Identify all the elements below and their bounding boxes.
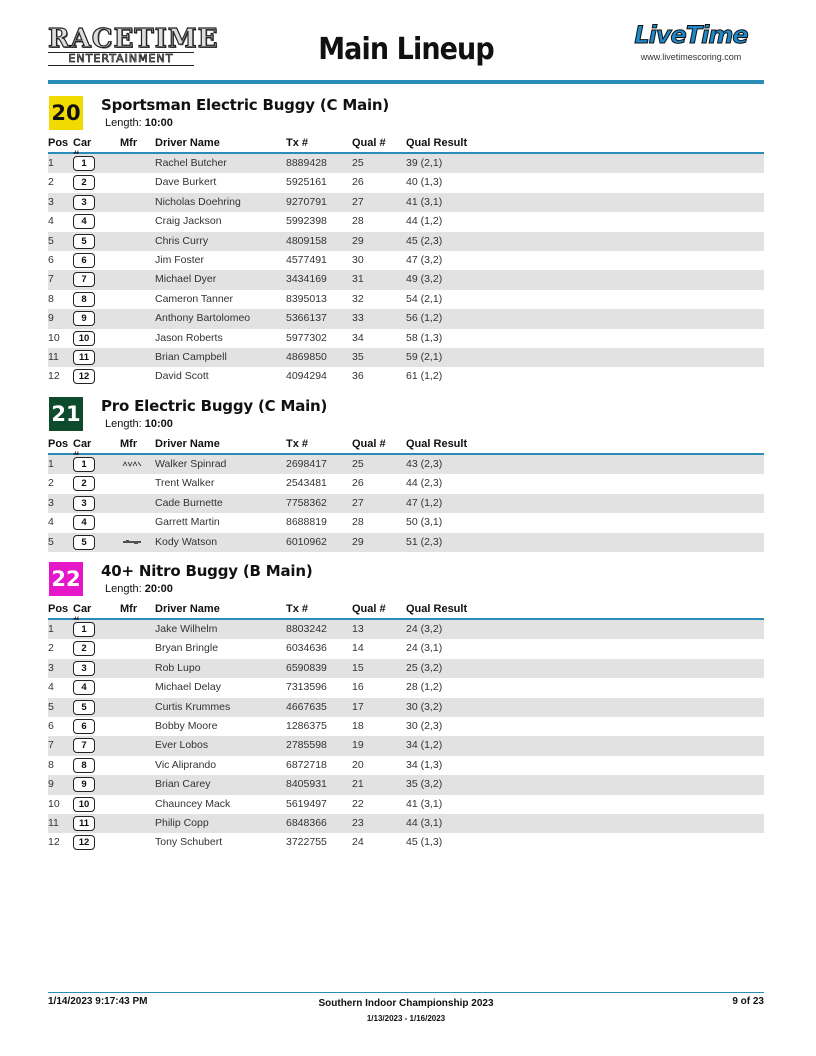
race-name: 40+ Nitro Buggy (B Main): [101, 562, 313, 580]
car-number: 2: [73, 476, 95, 491]
car-number: 9: [73, 777, 95, 792]
column-header: Car: [73, 137, 92, 149]
qual-result: 34 (1,3): [406, 758, 443, 771]
column-header: Qual #: [352, 438, 386, 450]
race-number-badge: 21: [49, 397, 83, 431]
driver-name: Rob Lupo: [155, 661, 201, 674]
car-number: 1: [73, 622, 95, 637]
entertainment-logo-text: ENTERTAINMENT: [48, 52, 194, 66]
driver-name: Nicholas Doehring: [155, 195, 241, 208]
qual-number: 27: [352, 496, 364, 509]
position: 2: [48, 176, 54, 189]
transponder-number: 5992398: [286, 215, 327, 228]
position: 2: [48, 477, 54, 490]
qual-number: 29: [352, 535, 364, 548]
table-row: [48, 212, 764, 231]
column-header: Qual Result: [406, 438, 468, 450]
table-row: [48, 329, 764, 348]
driver-name: Tony Schubert: [155, 836, 223, 849]
driver-name: Michael Delay: [155, 681, 221, 694]
position: 6: [48, 253, 54, 266]
position: 10: [48, 797, 60, 810]
qual-number: 25: [352, 458, 364, 470]
transponder-number: 9270791: [286, 195, 327, 208]
table-row: [48, 309, 764, 328]
qual-result: 44 (2,3): [406, 477, 443, 490]
event-info: [48, 998, 764, 1023]
driver-name: Bryan Bringle: [155, 642, 219, 655]
column-header: Driver Name: [155, 603, 220, 615]
column-header: Qual Result: [406, 603, 468, 615]
car-number: 11: [73, 816, 95, 831]
car-number: 2: [73, 641, 95, 656]
livetime-logo: [618, 22, 764, 62]
livetime-brand: LiveTime: [634, 21, 748, 49]
car-number: 4: [73, 214, 95, 229]
position: 10: [48, 331, 60, 344]
driver-name: Bobby Moore: [155, 719, 218, 732]
table-row: [48, 698, 764, 717]
driver-name: Walker Spinrad: [155, 458, 227, 470]
qual-result: 40 (1,3): [406, 176, 443, 189]
position: 12: [48, 836, 60, 849]
livetime-url: www.livetimescoring.com: [640, 52, 742, 62]
event-dates: 1/13/2023 - 1/16/2023: [366, 1014, 446, 1023]
transponder-number: 8688819: [286, 516, 327, 529]
car-number: 2: [73, 175, 95, 190]
race-length-value: 10:00: [144, 418, 173, 430]
qual-number: 33: [352, 312, 364, 325]
qual-result: 59 (2,1): [406, 350, 443, 363]
car-number: 12: [73, 369, 95, 384]
qual-number: 28: [352, 516, 364, 529]
table-row: [48, 154, 764, 173]
transponder-number: 4577491: [286, 253, 327, 266]
transponder-number: 4667635: [286, 700, 327, 713]
lineup-table: [48, 620, 764, 853]
race-length-label: Length:: [105, 117, 142, 129]
position: 5: [48, 535, 54, 548]
page-title: Main Lineup: [318, 32, 494, 67]
qual-number: 22: [352, 797, 364, 810]
table-row: [48, 455, 764, 474]
position: 5: [48, 234, 54, 247]
position: 2: [48, 642, 54, 655]
qual-number: 32: [352, 292, 364, 305]
position: 8: [48, 758, 54, 771]
table-row: [48, 620, 764, 639]
racetime-logo-text: RACETIME: [48, 24, 219, 54]
race-name: Sportsman Electric Buggy (C Main): [101, 96, 390, 114]
driver-name: Vic Aliprando: [155, 758, 217, 771]
column-header: Car: [73, 603, 92, 615]
qual-number: 27: [352, 195, 364, 208]
driver-name: Cade Burnette: [155, 496, 223, 509]
qual-number: 21: [352, 778, 364, 791]
column-header: Tx #: [286, 438, 309, 450]
qual-result: 49 (3,2): [406, 273, 443, 286]
car-number: 4: [73, 515, 95, 530]
transponder-number: 5925161: [286, 176, 327, 189]
table-row: [48, 833, 764, 852]
transponder-number: 6872718: [286, 758, 327, 771]
car-number: 7: [73, 272, 95, 287]
print-timestamp: 1/14/2023 9:17:43 PM: [48, 996, 148, 1007]
qual-result: 50 (3,1): [406, 516, 443, 529]
qual-result: 47 (3,2): [406, 253, 443, 266]
car-number: 4: [73, 680, 95, 695]
driver-name: Trent Walker: [155, 477, 215, 490]
transponder-number: 4869850: [286, 350, 327, 363]
qual-result: 45 (1,3): [406, 836, 443, 849]
qual-number: 26: [352, 477, 364, 490]
driver-name: Craig Jackson: [155, 215, 222, 228]
qual-number: 30: [352, 253, 364, 266]
transponder-number: 5977302: [286, 331, 327, 344]
transponder-number: 6590839: [286, 661, 327, 674]
car-number: 9: [73, 311, 95, 326]
driver-name: Kody Watson: [155, 535, 218, 548]
qual-number: 18: [352, 719, 364, 732]
qual-result: 44 (1,2): [406, 215, 443, 228]
position: 7: [48, 739, 54, 752]
table-row: [48, 775, 764, 794]
race-length-value: 20:00: [144, 583, 173, 595]
position: 11: [48, 816, 59, 829]
car-number: 5: [73, 535, 95, 550]
transponder-number: 6034636: [286, 642, 327, 655]
driver-name: Brian Campbell: [155, 350, 227, 363]
driver-name: Ever Lobos: [155, 739, 209, 752]
qual-result: 45 (2,3): [406, 234, 443, 247]
qual-result: 47 (1,2): [406, 496, 443, 509]
car-number: 10: [73, 797, 95, 812]
car-number: 1: [73, 457, 95, 472]
race-number-badge: 20: [49, 96, 83, 130]
position: 7: [48, 273, 54, 286]
transponder-number: 2698417: [286, 458, 327, 470]
driver-name: Cameron Tanner: [155, 292, 234, 305]
qual-number: 25: [352, 157, 364, 169]
qual-result: 39 (2,1): [406, 157, 443, 169]
table-row: [48, 717, 764, 736]
position: 3: [48, 195, 54, 208]
position: 9: [48, 312, 54, 325]
transponder-number: 2785598: [286, 739, 327, 752]
table-row: [48, 232, 764, 251]
column-headers: [48, 602, 764, 620]
column-header: Mfr: [120, 603, 138, 615]
transponder-number: 8889428: [286, 157, 327, 169]
transponder-number: 4809158: [286, 234, 327, 247]
table-row: [48, 348, 764, 367]
qual-result: 61 (1,2): [406, 370, 443, 383]
qual-result: 41 (3,1): [406, 797, 443, 810]
table-row: [48, 639, 764, 658]
qual-result: 56 (1,2): [406, 312, 443, 325]
qual-result: 44 (3,1): [406, 816, 443, 829]
transponder-number: 4094294: [286, 370, 327, 383]
qual-number: 29: [352, 234, 364, 247]
column-header: Car: [73, 438, 92, 450]
driver-name: Chauncey Mack: [155, 797, 231, 810]
qual-result: 43 (2,3): [406, 458, 443, 470]
transponder-number: 8803242: [286, 623, 327, 635]
table-row: [48, 290, 764, 309]
driver-name: Michael Dyer: [155, 273, 217, 286]
position: 12: [48, 370, 60, 383]
car-number: 8: [73, 292, 95, 307]
column-headers: [48, 437, 764, 455]
qual-result: 28 (1,2): [406, 681, 443, 694]
column-header: Driver Name: [155, 137, 220, 149]
column-header: Mfr: [120, 438, 138, 450]
position: 8: [48, 292, 54, 305]
table-row: [48, 474, 764, 493]
table-row: [48, 756, 764, 775]
driver-name: Garrett Martin: [155, 516, 220, 529]
table-row: [48, 193, 764, 212]
position: 3: [48, 661, 54, 674]
position: 1: [48, 157, 54, 169]
column-header: Qual Result: [406, 137, 468, 149]
qual-number: 14: [352, 642, 364, 655]
car-number: 6: [73, 719, 95, 734]
column-headers: [48, 136, 764, 154]
transponder-number: 7758362: [286, 496, 327, 509]
transponder-number: 8395013: [286, 292, 327, 305]
column-header: Tx #: [286, 603, 309, 615]
qual-result: 24 (3,2): [406, 623, 443, 635]
driver-name: Rachel Butcher: [155, 157, 227, 169]
qual-result: 34 (1,2): [406, 739, 443, 752]
table-row: [48, 494, 764, 513]
table-row: [48, 367, 764, 386]
driver-name: Curtis Krummes: [155, 700, 231, 713]
lineup-table: [48, 455, 764, 552]
table-row: [48, 814, 764, 833]
qual-number: 20: [352, 758, 364, 771]
qual-result: 25 (3,2): [406, 661, 443, 674]
qual-number: 35: [352, 350, 364, 363]
qual-result: 54 (2,1): [406, 292, 443, 305]
position: 1: [48, 623, 54, 635]
position: 4: [48, 681, 54, 694]
table-row: [48, 173, 764, 192]
transponder-number: 1286375: [286, 719, 327, 732]
position: 11: [48, 350, 59, 363]
driver-name: David Scott: [155, 370, 209, 383]
driver-name: Chris Curry: [155, 234, 209, 247]
qual-result: 24 (3,1): [406, 642, 443, 655]
column-header: Qual #: [352, 603, 386, 615]
car-number: 7: [73, 738, 95, 753]
qual-number: 34: [352, 331, 364, 344]
race-length-label: Length:: [105, 418, 142, 430]
race-length: [105, 418, 173, 430]
qual-result: 30 (2,3): [406, 719, 443, 732]
column-header: Qual #: [352, 137, 386, 149]
position: 4: [48, 516, 54, 529]
qual-number: 13: [352, 623, 364, 635]
table-row: [48, 251, 764, 270]
column-header: Pos: [48, 438, 69, 450]
position: 3: [48, 496, 54, 509]
position: 1: [48, 458, 54, 470]
car-number: 5: [73, 700, 95, 715]
driver-name: Jim Foster: [155, 253, 205, 266]
position: 5: [48, 700, 54, 713]
qual-number: 16: [352, 681, 364, 694]
transponder-number: 5366137: [286, 312, 327, 325]
transponder-number: 8405931: [286, 778, 327, 791]
race-length: [105, 117, 173, 129]
lineup-table: [48, 154, 764, 387]
page-header: [48, 20, 764, 82]
race-name: Pro Electric Buggy (C Main): [101, 397, 328, 415]
column-header: Mfr: [120, 137, 138, 149]
driver-name: Philip Copp: [155, 816, 209, 829]
car-number: 10: [73, 331, 95, 346]
race-length-label: Length:: [105, 583, 142, 595]
transponder-number: 3434169: [286, 273, 327, 286]
car-number: 12: [73, 835, 95, 850]
table-row: [48, 678, 764, 697]
car-number: 5: [73, 234, 95, 249]
transponder-number: 3722755: [286, 836, 327, 849]
driver-name: Anthony Bartolomeo: [155, 312, 251, 325]
driver-name: Jason Roberts: [155, 331, 223, 344]
driver-name: Jake Wilhelm: [155, 623, 218, 635]
race-length-value: 10:00: [144, 117, 173, 129]
driver-name: Dave Burkert: [155, 176, 217, 189]
table-row: [48, 736, 764, 755]
car-number: 1: [73, 156, 95, 171]
qual-number: 15: [352, 661, 364, 674]
team-associated-logo: [122, 461, 142, 467]
qual-number: 17: [352, 700, 364, 713]
driver-name: Brian Carey: [155, 778, 211, 791]
table-row: [48, 513, 764, 532]
transponder-number: 5619497: [286, 797, 327, 810]
tekno-logo: [122, 539, 142, 545]
table-row: [48, 533, 764, 552]
transponder-number: 7313596: [286, 681, 327, 694]
header-divider: [48, 80, 764, 84]
qual-number: 23: [352, 816, 364, 829]
car-number: 11: [73, 350, 95, 365]
car-number: 6: [73, 253, 95, 268]
qual-result: 30 (3,2): [406, 700, 443, 713]
qual-number: 31: [352, 273, 364, 286]
transponder-number: 2543481: [286, 477, 327, 490]
page-number: 9 of 23: [732, 996, 764, 1007]
position: 4: [48, 215, 54, 228]
qual-result: 58 (1,3): [406, 331, 443, 344]
column-header: Pos: [48, 137, 69, 149]
qual-number: 28: [352, 215, 364, 228]
column-header: Tx #: [286, 137, 309, 149]
transponder-number: 6848366: [286, 816, 327, 829]
table-row: [48, 659, 764, 678]
qual-number: 24: [352, 836, 364, 849]
position: 6: [48, 719, 54, 732]
qual-number: 26: [352, 176, 364, 189]
qual-result: 51 (2,3): [406, 535, 443, 548]
qual-result: 35 (3,2): [406, 778, 443, 791]
qual-number: 19: [352, 739, 364, 752]
car-number: 3: [73, 661, 95, 676]
table-row: [48, 270, 764, 289]
event-name: Southern Indoor Championship 2023: [318, 998, 494, 1009]
column-header: Driver Name: [155, 438, 220, 450]
footer-divider: [48, 992, 764, 993]
transponder-number: 6010962: [286, 535, 327, 548]
race-number-badge: 22: [49, 562, 83, 596]
car-number: 3: [73, 496, 95, 511]
car-number: 8: [73, 758, 95, 773]
qual-number: 36: [352, 370, 364, 383]
qual-result: 41 (3,1): [406, 195, 443, 208]
column-header: Pos: [48, 603, 69, 615]
table-row: [48, 795, 764, 814]
position: 9: [48, 778, 54, 791]
race-length: [105, 583, 173, 595]
car-number: 3: [73, 195, 95, 210]
